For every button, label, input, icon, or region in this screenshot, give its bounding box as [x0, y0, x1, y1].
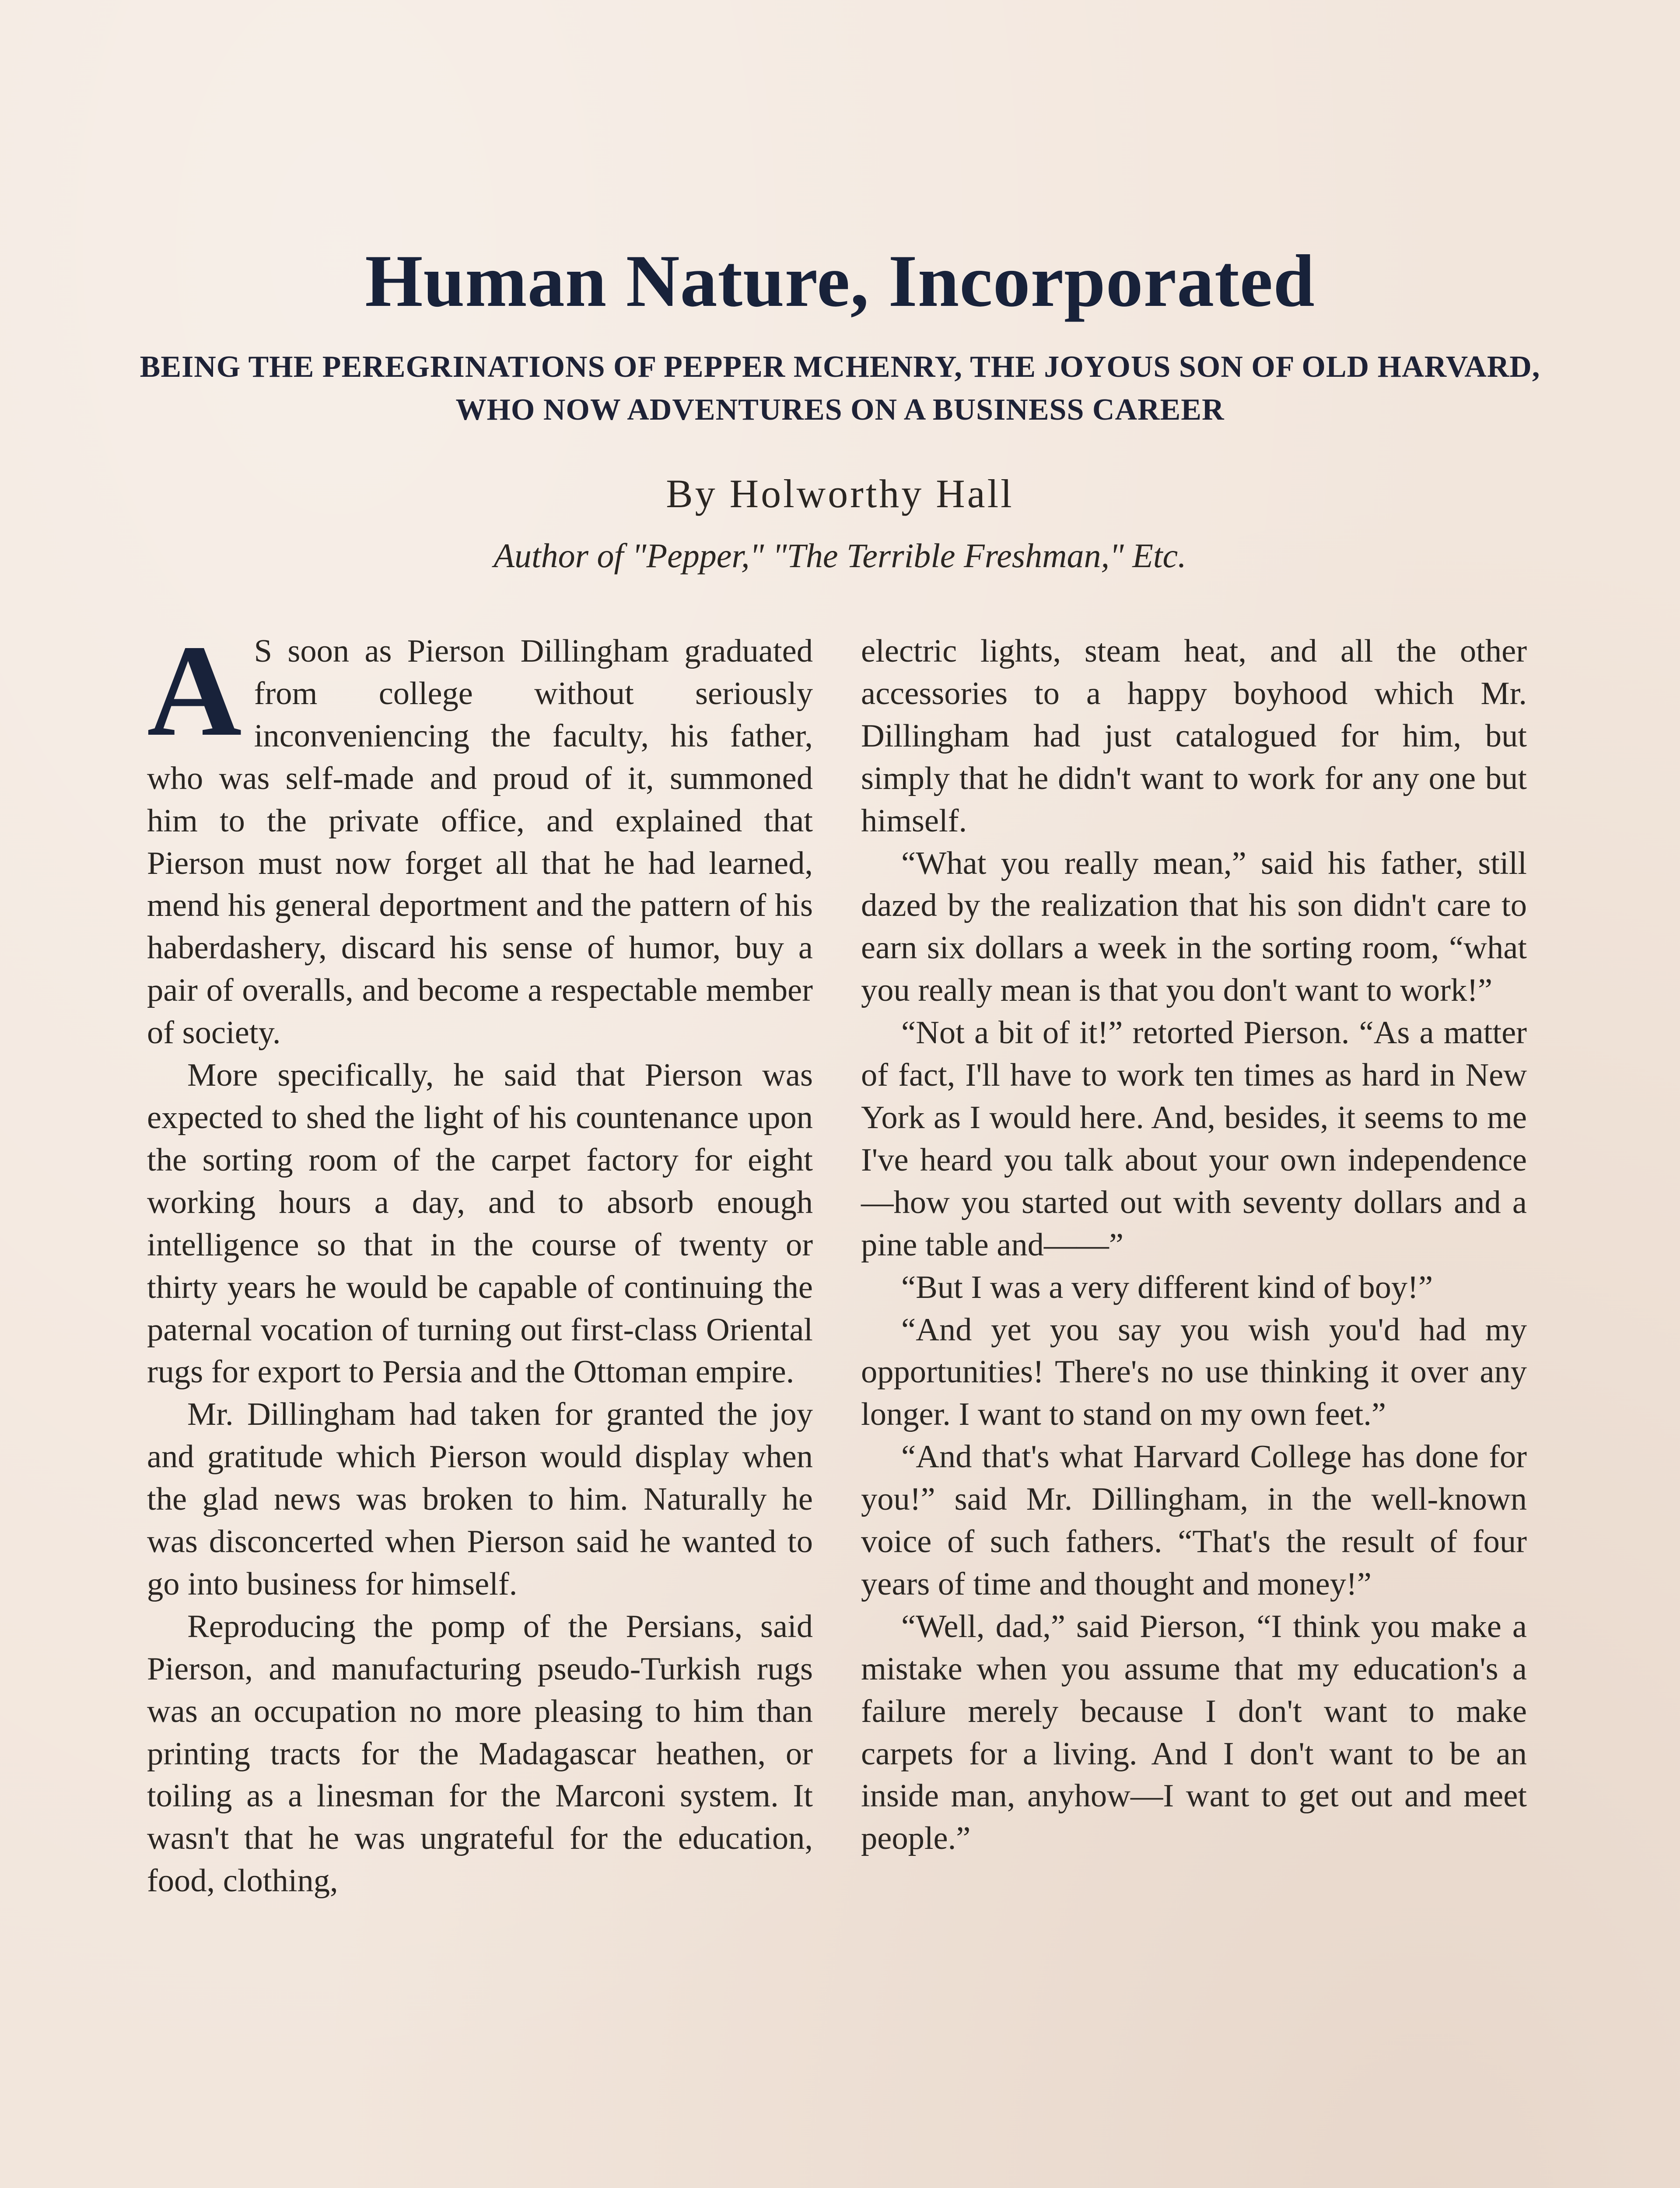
paragraph: “And that's what Harvard College has done for you!” said Mr. Dillingham, in the well-known voice of such fathers. “That's the result of four years of time and thought and money!”: [861, 1439, 1527, 1602]
paragraph: “Well, dad,” said Pierson, “I think you make a mistake when you assume that my education's a failure merely because I don't want to make carpets for a living. And I don't want to be an inside man, anyhow—I want to get out and meet people.”: [861, 1608, 1527, 1857]
paragraph: “What you really mean,” said his father, still dazed by the realization that his son didn't care to earn six dollars a week in the sorting room, “what you really mean is that you don't want to work!”: [861, 845, 1527, 1009]
paragraph: Mr. Dillingham had taken for granted the joy and gratitude which Pierson would display when the glad news was broken to him. Naturally he was disconcerted when Pierson said he wanted to go into business for himself.: [147, 1396, 813, 1602]
article-title: Human Nature, Incorporated: [365, 240, 1315, 322]
right-column: [861, 630, 1527, 1860]
paragraph: electric lights, steam heat, and all the other accessories to a happy boyhood which Mr. Dillingham had just catalogued for him, but simply that he didn't want to work for any one but himself.: [861, 633, 1527, 839]
paragraph: “Not a bit of it!” retorted Pierson. “As a matter of fact, I'll have to work ten times as hard in New York as I would here. And, besides, it seems to me I've heard you talk about your own independence—how you started out with seventy dollars and a pine table and——”: [861, 1015, 1527, 1263]
paragraph: More specifically, he said that Pierson was expected to shed the light of his countenance upon the sorting room of the carpet factory for eight working hours a day, and to absorb enough intelligence so that in the course of twenty or thirty years he would be capable of continuing the paternal vocation of turning out first-class Oriental rugs for export to Persia and the Ottoman empire.: [147, 1057, 813, 1390]
author-credits: Author of "Pepper," "The Terrible Freshman," Etc.: [494, 536, 1186, 575]
byline: By Holworthy Hall: [666, 471, 1014, 516]
paragraph: “But I was a very different kind of boy!”: [901, 1269, 1433, 1305]
paragraph: “And yet you say you wish you'd had my opportunities! There's no use thinking it over any longer. I want to stand on my own feet.”: [861, 1311, 1527, 1433]
paragraph: Reproducing the pomp of the Persians, said Pierson, and manufacturing pseudo-Turkish rugs was an occupation no more pleasing to him than printing tracts for the Madagascar heathen, or toiling as a linesman for the Marconi system. It wasn't that he was ungrateful for the education, food, clothing,: [147, 1608, 813, 1899]
left-column: [147, 618, 813, 1902]
paragraph: [147, 618, 813, 1054]
paragraph-text: S soon as Pierson Dillingham graduated from college without seriously inconveniencing the faculty, his father, who was self-made and proud of it, summoned him to the private office, and explained that Pierson must now forget all that he had learned, mend his general deportment and the pattern of his haberdashery, discard his sense of humor, buy a pair of overalls, and become a respectable member of society.: [147, 633, 813, 1051]
article-subtitle: BEING THE PEREGRINATIONS OF PEPPER MCHENRY, THE JOYOUS SON OF OLD HARVARD, WHO NOW ADVENTURES ON A BUSINESS CAREER: [140, 350, 1540, 427]
drop-cap: A: [147, 618, 242, 763]
